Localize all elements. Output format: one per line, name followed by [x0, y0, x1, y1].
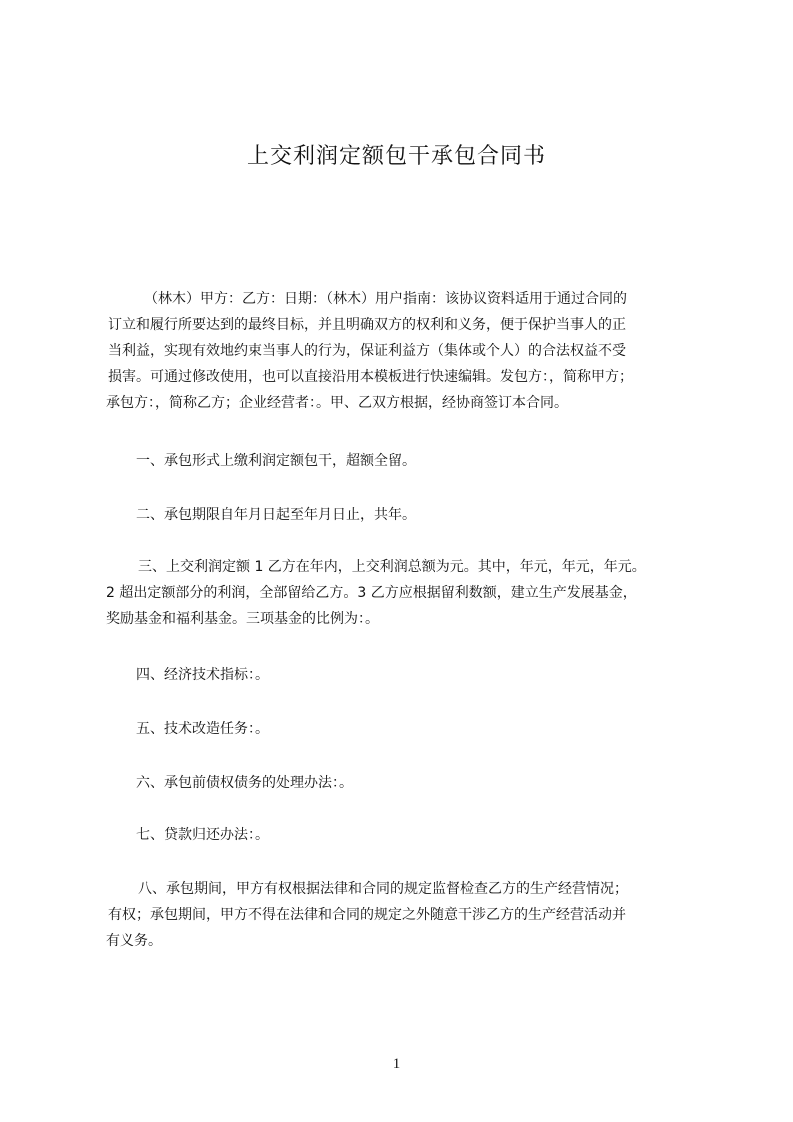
document-title: 上交利润定额包干承包合同书 — [246, 144, 546, 169]
intro-line: 承包方：，简称乙方；企业经营者：。甲、乙双方根据，经协商签订本合同。 — [106, 395, 568, 411]
clause-6-text: 六、承包前债权债务的处理办法：。 — [136, 775, 353, 791]
clause-8-line: 有权；承包期间，甲方不得在法律和合同的规定之外随意干涉乙方的生产经营活动并 — [108, 907, 626, 923]
clause-2 — [106, 502, 716, 528]
clause-5-text: 五、技术改造任务：。 — [136, 721, 269, 737]
clause-3-line: 2 超出定额部分的利润，全部留给乙方。3 乙方应根据留利数额，建立生产发展基金， — [106, 585, 637, 601]
clause-1-text: 一、承包形式上缴利润定额包干，超额全留。 — [136, 453, 416, 469]
clause-2-text: 二、承包期限自年月日起至年月日止，共年。 — [136, 507, 416, 523]
intro-line: 损害。可通过修改使用，也可以直接沿用本模板进行快速编辑。发包方：，简称甲方； — [108, 369, 633, 385]
clause-3-line: 三、上交利润定额 1 乙方在年内，上交利润总额为元。其中，年元，年元，年元。 — [138, 559, 646, 575]
intro-line: 订立和履行所要达到的最终目标，并且明确双方的权利和义务，便于保护当事人的正 — [108, 317, 626, 333]
page-number: 1 — [392, 1056, 401, 1072]
clause-1 — [106, 448, 716, 474]
clause-3 — [106, 554, 716, 632]
intro-paragraph — [106, 286, 716, 416]
clause-8-line: 有义务。 — [106, 933, 162, 949]
clause-4-text: 四、经济技术指标：。 — [136, 667, 269, 683]
clause-6 — [106, 770, 716, 796]
intro-line: 当利益，实现有效地约束当事人的行为，保证利益方（集体或个人）的合法权益不受 — [108, 343, 626, 359]
clause-4 — [106, 662, 716, 688]
clause-8-line: 八、承包期间，甲方有权根据法律和合同的规定监督检查乙方的生产经营情况； — [138, 881, 628, 897]
clause-3-line: 奖励基金和福利基金。三项基金的比例为：。 — [106, 611, 379, 627]
clause-7 — [106, 822, 716, 848]
intro-line: （林木）甲方：乙方：日期：（林木）用户指南：该协议资料适用于通过合同的 — [144, 291, 627, 307]
clause-8 — [106, 876, 716, 954]
clause-7-text: 七、贷款归还办法：。 — [136, 827, 269, 843]
clause-5 — [106, 716, 716, 742]
